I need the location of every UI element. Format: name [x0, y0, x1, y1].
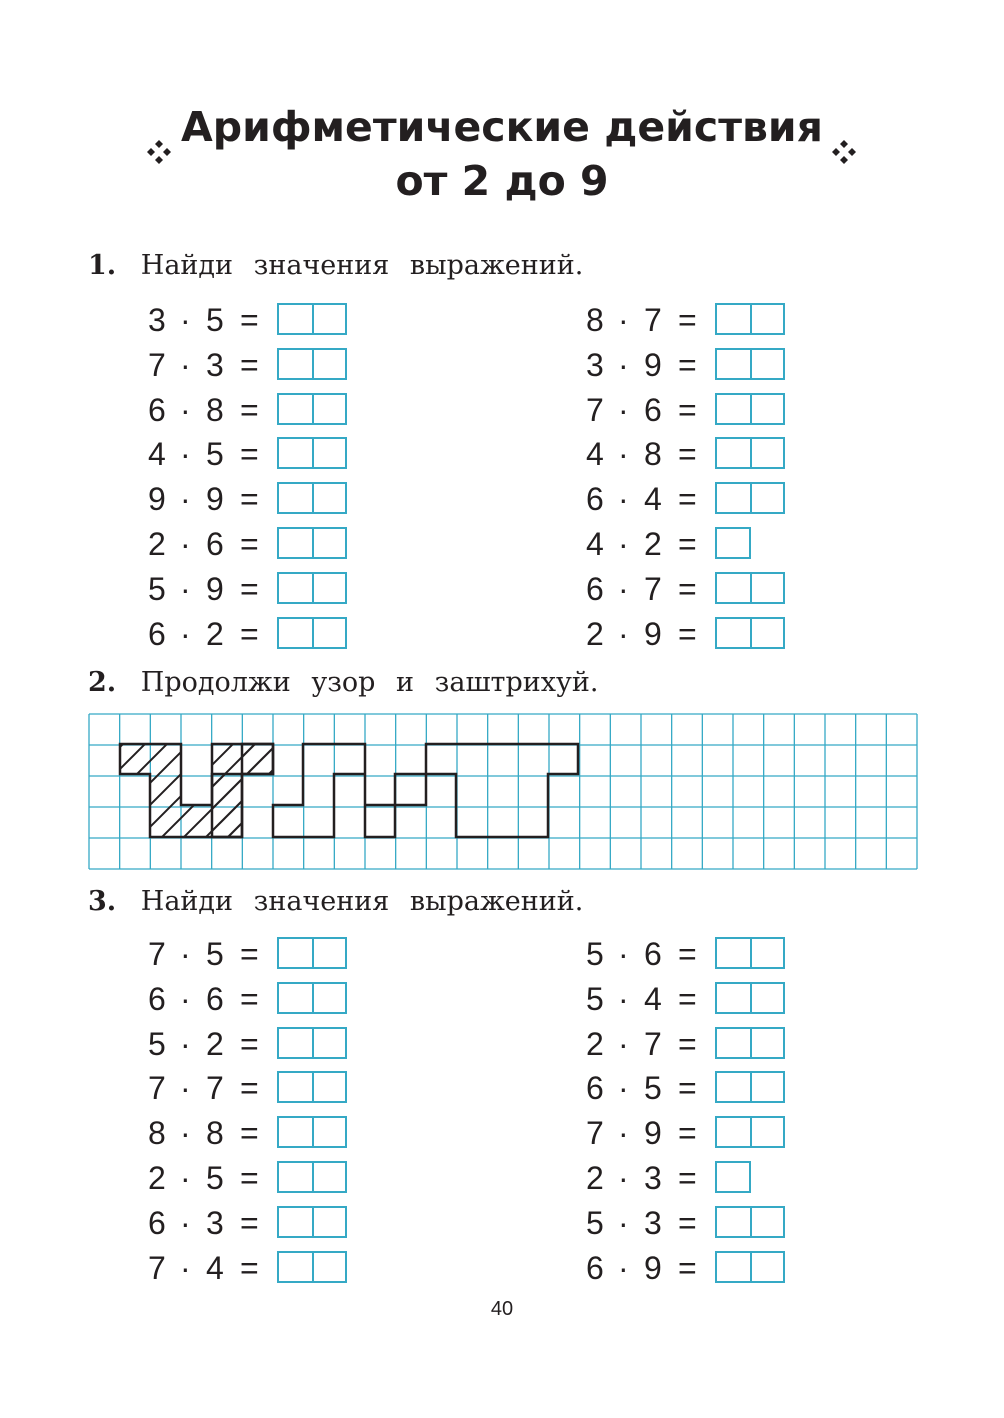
- operand-a: 6: [148, 980, 166, 1017]
- operand-a: 2: [148, 1160, 166, 1196]
- page-title: [0, 100, 1004, 208]
- equals-sign: =: [240, 615, 259, 652]
- operand-b: 7: [644, 1025, 662, 1062]
- task-3-heading: [88, 886, 583, 917]
- operand-a: 5: [148, 570, 166, 607]
- equals-sign: =: [240, 980, 259, 1017]
- answer-box[interactable]: [715, 982, 785, 1014]
- answer-box[interactable]: [277, 393, 347, 425]
- answer-box[interactable]: [277, 1251, 347, 1283]
- task-1-heading: [88, 250, 583, 281]
- equals-sign: =: [240, 570, 259, 607]
- operand-a: 5: [586, 1204, 604, 1241]
- multiply-sign: ·: [180, 302, 191, 338]
- operand-a: 3: [586, 346, 604, 383]
- answer-box[interactable]: [715, 527, 751, 559]
- answer-box[interactable]: [277, 572, 347, 604]
- operand-a: 2: [586, 1025, 604, 1062]
- equals-sign: =: [240, 346, 259, 383]
- equals-sign: =: [678, 526, 697, 562]
- answer-box[interactable]: [715, 572, 785, 604]
- multiply-sign: ·: [618, 615, 629, 652]
- operand-b: 6: [644, 391, 662, 428]
- page-number: 40: [490, 1298, 514, 1320]
- equals-sign: =: [678, 980, 697, 1017]
- answer-box[interactable]: [715, 437, 785, 469]
- multiply-sign: ·: [180, 526, 191, 562]
- operand-b: 6: [206, 526, 224, 562]
- operand-b: 5: [644, 1070, 662, 1107]
- answer-box[interactable]: [277, 527, 347, 559]
- multiply-sign: ·: [180, 615, 191, 652]
- answer-box[interactable]: [715, 617, 785, 649]
- task-text: Найди значения выражений.: [140, 250, 584, 281]
- operand-b: 3: [206, 1204, 224, 1241]
- operand-b: 2: [644, 526, 662, 562]
- answer-box[interactable]: [715, 1161, 751, 1193]
- answer-box[interactable]: [715, 348, 785, 380]
- answer-box[interactable]: [277, 1161, 347, 1193]
- equals-sign: =: [240, 481, 259, 518]
- multiply-sign: ·: [180, 936, 191, 972]
- task-text: Найди значения выражений.: [140, 886, 584, 917]
- multiply-sign: ·: [180, 436, 191, 473]
- operand-b: 3: [644, 1160, 662, 1196]
- equals-sign: =: [240, 302, 259, 338]
- operand-a: 4: [586, 526, 604, 562]
- multiply-sign: ·: [618, 436, 629, 473]
- operand-b: 4: [206, 1249, 224, 1286]
- answer-box[interactable]: [277, 482, 347, 514]
- equals-sign: =: [240, 936, 259, 972]
- operand-b: 9: [644, 1249, 662, 1286]
- equals-sign: =: [678, 302, 697, 338]
- equals-sign: =: [678, 615, 697, 652]
- operand-b: 9: [644, 1115, 662, 1152]
- operand-a: 6: [148, 615, 166, 652]
- equals-sign: =: [678, 570, 697, 607]
- equals-sign: =: [678, 1115, 697, 1152]
- operand-b: 6: [206, 980, 224, 1017]
- multiply-sign: ·: [180, 1115, 191, 1152]
- operand-b: 8: [206, 391, 224, 428]
- title-line-2: от 2 до 9: [395, 157, 609, 205]
- operand-b: 9: [644, 615, 662, 652]
- operand-b: 4: [644, 481, 662, 518]
- multiply-sign: ·: [180, 391, 191, 428]
- operand-a: 7: [148, 1249, 166, 1286]
- multiply-sign: ·: [618, 980, 629, 1017]
- multiply-sign: ·: [618, 526, 629, 562]
- operand-b: 7: [206, 1070, 224, 1107]
- operand-a: 8: [586, 302, 604, 338]
- operand-b: 9: [206, 570, 224, 607]
- answer-box[interactable]: [277, 437, 347, 469]
- operand-b: 8: [206, 1115, 224, 1152]
- operand-b: 4: [644, 980, 662, 1017]
- multiply-sign: ·: [618, 346, 629, 383]
- multiply-sign: ·: [618, 1070, 629, 1107]
- answer-box[interactable]: [277, 937, 347, 969]
- operand-b: 5: [206, 1160, 224, 1196]
- multiply-sign: ·: [618, 1025, 629, 1062]
- operand-b: 5: [206, 302, 224, 338]
- equals-sign: =: [240, 1025, 259, 1062]
- equals-sign: =: [678, 436, 697, 473]
- multiply-sign: ·: [180, 1249, 191, 1286]
- multiply-sign: ·: [618, 1204, 629, 1241]
- multiply-sign: ·: [618, 1160, 629, 1196]
- multiply-sign: ·: [618, 302, 629, 338]
- task-number: 3.: [88, 886, 117, 917]
- operand-b: 7: [644, 570, 662, 607]
- multiply-sign: ·: [180, 1070, 191, 1107]
- equals-sign: =: [678, 936, 697, 972]
- answer-box[interactable]: [715, 1206, 785, 1238]
- equals-sign: =: [240, 1204, 259, 1241]
- answer-box[interactable]: [277, 348, 347, 380]
- operand-a: 5: [148, 1025, 166, 1062]
- task-2-heading: [88, 667, 598, 698]
- task-text: Продолжи узор и заштрихуй.: [140, 667, 599, 698]
- task-number: 2.: [88, 667, 117, 698]
- answer-box[interactable]: [277, 982, 347, 1014]
- equals-sign: =: [678, 1160, 697, 1196]
- operand-b: 6: [644, 936, 662, 972]
- equals-sign: =: [678, 1070, 697, 1107]
- multiply-sign: ·: [618, 481, 629, 518]
- answer-box[interactable]: [715, 1251, 785, 1283]
- answer-box[interactable]: [277, 1116, 347, 1148]
- multiply-sign: ·: [180, 1160, 191, 1196]
- operand-a: 7: [586, 391, 604, 428]
- equals-sign: =: [678, 1204, 697, 1241]
- answer-box[interactable]: [277, 303, 347, 335]
- operand-a: 7: [148, 346, 166, 383]
- operand-a: 2: [148, 526, 166, 562]
- multiply-sign: ·: [618, 391, 629, 428]
- operand-a: 6: [586, 570, 604, 607]
- operand-b: 2: [206, 1025, 224, 1062]
- operand-a: 9: [148, 481, 166, 518]
- equals-sign: =: [240, 1160, 259, 1196]
- pattern-outline-figure: [273, 744, 578, 837]
- operand-a: 4: [586, 436, 604, 473]
- multiply-sign: ·: [618, 570, 629, 607]
- equals-sign: =: [678, 481, 697, 518]
- multiply-sign: ·: [180, 1204, 191, 1241]
- equals-sign: =: [678, 1025, 697, 1062]
- answer-box[interactable]: [277, 1206, 347, 1238]
- operand-b: 3: [644, 1204, 662, 1241]
- operand-a: 5: [586, 980, 604, 1017]
- operand-a: 3: [148, 302, 166, 338]
- operand-a: 6: [586, 481, 604, 518]
- answer-box[interactable]: [715, 303, 785, 335]
- pattern-grid[interactable]: [88, 713, 918, 870]
- answer-box[interactable]: [715, 1027, 785, 1059]
- answer-box[interactable]: [715, 482, 785, 514]
- equals-sign: =: [240, 391, 259, 428]
- operand-a: 6: [586, 1249, 604, 1286]
- operand-a: 2: [586, 1160, 604, 1196]
- operand-a: 7: [148, 936, 166, 972]
- operand-a: 7: [148, 1070, 166, 1107]
- multiply-sign: ·: [180, 980, 191, 1017]
- equals-sign: =: [240, 1070, 259, 1107]
- multiply-sign: ·: [180, 346, 191, 383]
- operand-a: 2: [586, 615, 604, 652]
- multiply-sign: ·: [180, 481, 191, 518]
- equals-sign: =: [240, 1115, 259, 1152]
- multiply-sign: ·: [618, 1115, 629, 1152]
- equals-sign: =: [240, 436, 259, 473]
- multiply-sign: ·: [618, 936, 629, 972]
- equals-sign: =: [678, 391, 697, 428]
- equals-sign: =: [240, 1249, 259, 1286]
- operand-a: 6: [148, 1204, 166, 1241]
- operand-b: 9: [206, 481, 224, 518]
- hatched-figure-2: [212, 744, 273, 837]
- answer-box[interactable]: [715, 937, 785, 969]
- answer-box[interactable]: [715, 1071, 785, 1103]
- answer-box[interactable]: [277, 1027, 347, 1059]
- answer-box[interactable]: [277, 1071, 347, 1103]
- operand-a: 7: [586, 1115, 604, 1152]
- operand-b: 3: [206, 346, 224, 383]
- task-number: 1.: [88, 250, 117, 281]
- answer-box[interactable]: [715, 1116, 785, 1148]
- title-line-1: Арифметические действия: [181, 103, 823, 151]
- multiply-sign: ·: [618, 1249, 629, 1286]
- operand-b: 7: [644, 302, 662, 338]
- answer-box[interactable]: [715, 393, 785, 425]
- operand-b: 5: [206, 936, 224, 972]
- operand-b: 8: [644, 436, 662, 473]
- operand-a: 5: [586, 936, 604, 972]
- operand-b: 5: [206, 436, 224, 473]
- operand-a: 6: [586, 1070, 604, 1107]
- operand-a: 8: [148, 1115, 166, 1152]
- operand-b: 2: [206, 615, 224, 652]
- multiply-sign: ·: [180, 1025, 191, 1062]
- equals-sign: =: [240, 526, 259, 562]
- equals-sign: =: [678, 1249, 697, 1286]
- operand-b: 9: [644, 346, 662, 383]
- operand-a: 4: [148, 436, 166, 473]
- answer-box[interactable]: [277, 617, 347, 649]
- equals-sign: =: [678, 346, 697, 383]
- multiply-sign: ·: [180, 570, 191, 607]
- operand-a: 6: [148, 391, 166, 428]
